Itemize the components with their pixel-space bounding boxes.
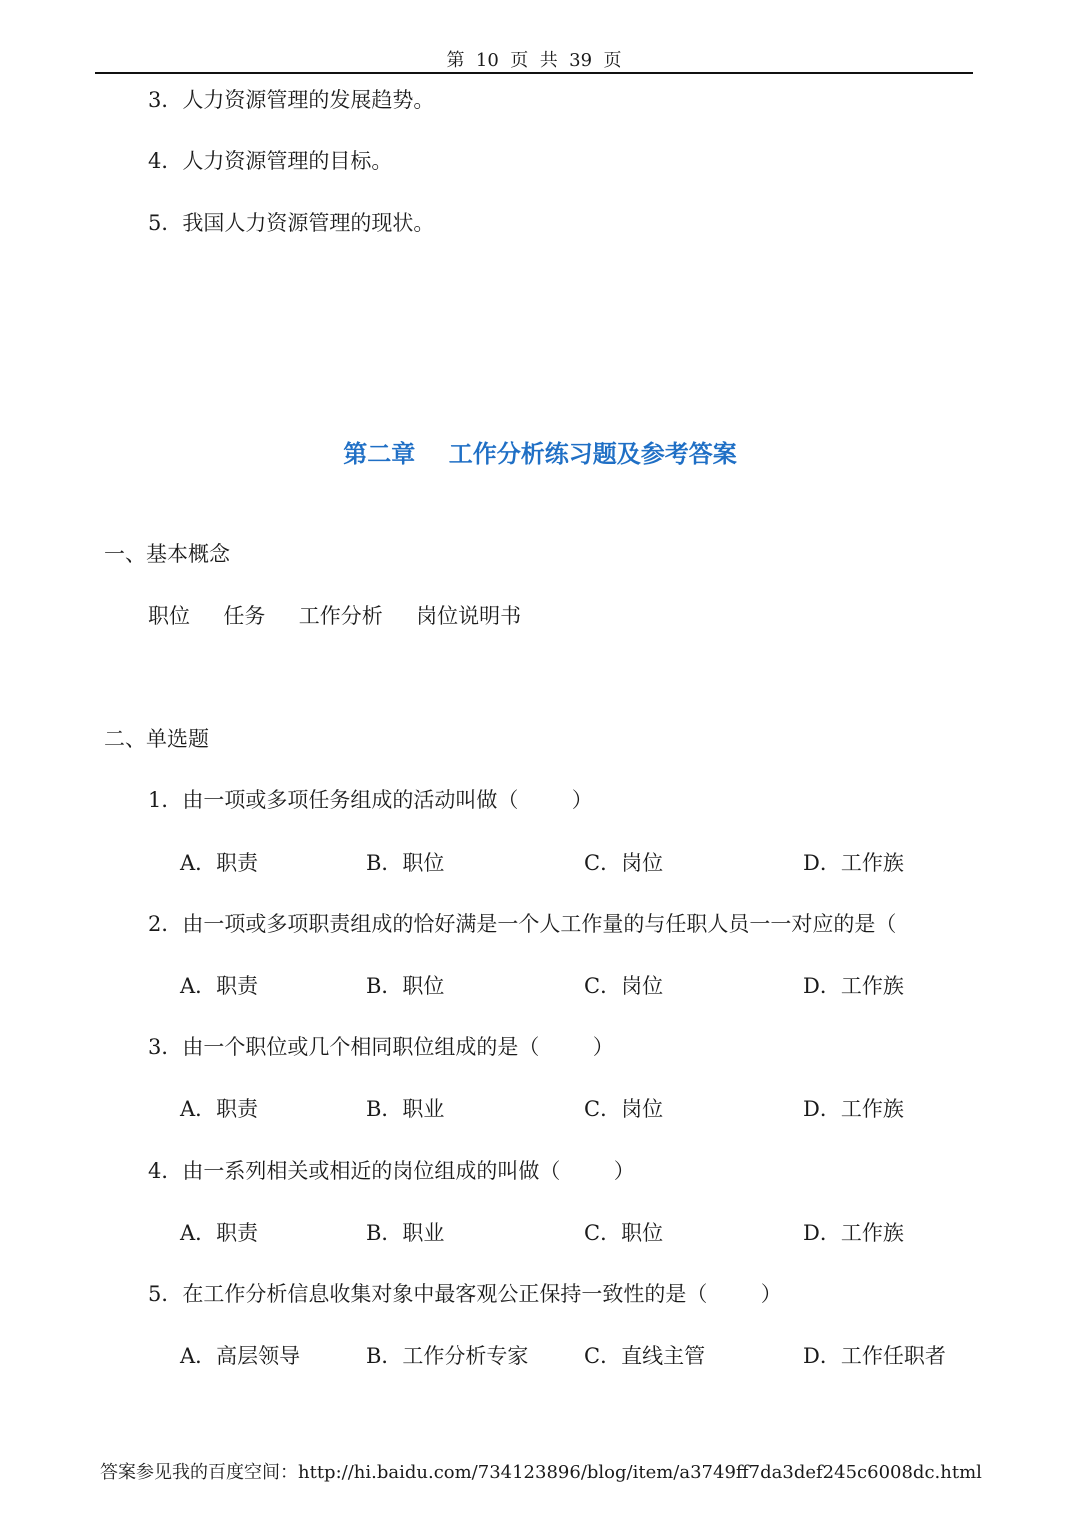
q4-option-b: B．职业 xyxy=(366,1221,445,1245)
question-3: 3．由一个职位或几个相同职位组成的是（ ） xyxy=(148,1035,614,1059)
q2-option-b: B．职位 xyxy=(366,974,445,998)
question-1: 1．由一项或多项任务组成的活动叫做（ ） xyxy=(148,788,593,812)
q3-option-c: C．岗位 xyxy=(584,1097,664,1121)
q4-option-a: A．职责 xyxy=(180,1221,259,1245)
q1-option-b: B．职位 xyxy=(366,851,445,875)
q1-option-c: C．岗位 xyxy=(584,851,664,875)
q4-option-d: D．工作族 xyxy=(803,1221,904,1245)
q2-option-a: A．职责 xyxy=(180,974,259,998)
concept-terms: 职位 任务 工作分析 岗位说明书 xyxy=(148,604,522,628)
question-4: 4．由一系列相关或相近的岗位组成的叫做（ ） xyxy=(148,1159,635,1183)
question-2: 2．由一项或多项职责组成的恰好满是一个人工作量的与任职人员一一对应的是（ xyxy=(148,912,897,936)
chapter-title: 第二章 工作分析练习题及参考答案 xyxy=(343,439,737,468)
q2-option-c: C．岗位 xyxy=(584,974,664,998)
q2-option-d: D．工作族 xyxy=(803,974,904,998)
q3-option-a: A．职责 xyxy=(180,1097,259,1121)
prev-item-4: 4．人力资源管理的目标。 xyxy=(148,149,393,173)
q1-option-d: D．工作族 xyxy=(803,851,904,875)
question-5: 5．在工作分析信息收集对象中最客观公正保持一致性的是（ ） xyxy=(148,1282,782,1306)
header-divider xyxy=(95,72,973,74)
q4-option-c: C．职位 xyxy=(584,1221,664,1245)
q5-option-c: C．直线主管 xyxy=(584,1344,706,1368)
prev-item-3: 3．人力资源管理的发展趋势。 xyxy=(148,88,435,112)
page-number-header: 第 10 页 共 39 页 xyxy=(446,50,622,71)
footer-answer-link[interactable]: 答案参见我的百度空间：http://hi.baidu.com/734123896/blog/item/a3749ff7da3def245c6008dc.html xyxy=(100,1462,982,1483)
q5-option-d: D．工作任职者 xyxy=(803,1344,946,1368)
prev-item-5: 5．我国人力资源管理的现状。 xyxy=(148,211,435,235)
section-heading-single-choice: 二、单选题 xyxy=(104,727,209,751)
q1-option-a: A．职责 xyxy=(180,851,259,875)
q5-option-a: A．高层领导 xyxy=(180,1344,301,1368)
q3-option-b: B．职业 xyxy=(366,1097,445,1121)
q3-option-d: D．工作族 xyxy=(803,1097,904,1121)
section-heading-concepts: 一、基本概念 xyxy=(104,542,230,566)
q5-option-b: B．工作分析专家 xyxy=(366,1344,529,1368)
